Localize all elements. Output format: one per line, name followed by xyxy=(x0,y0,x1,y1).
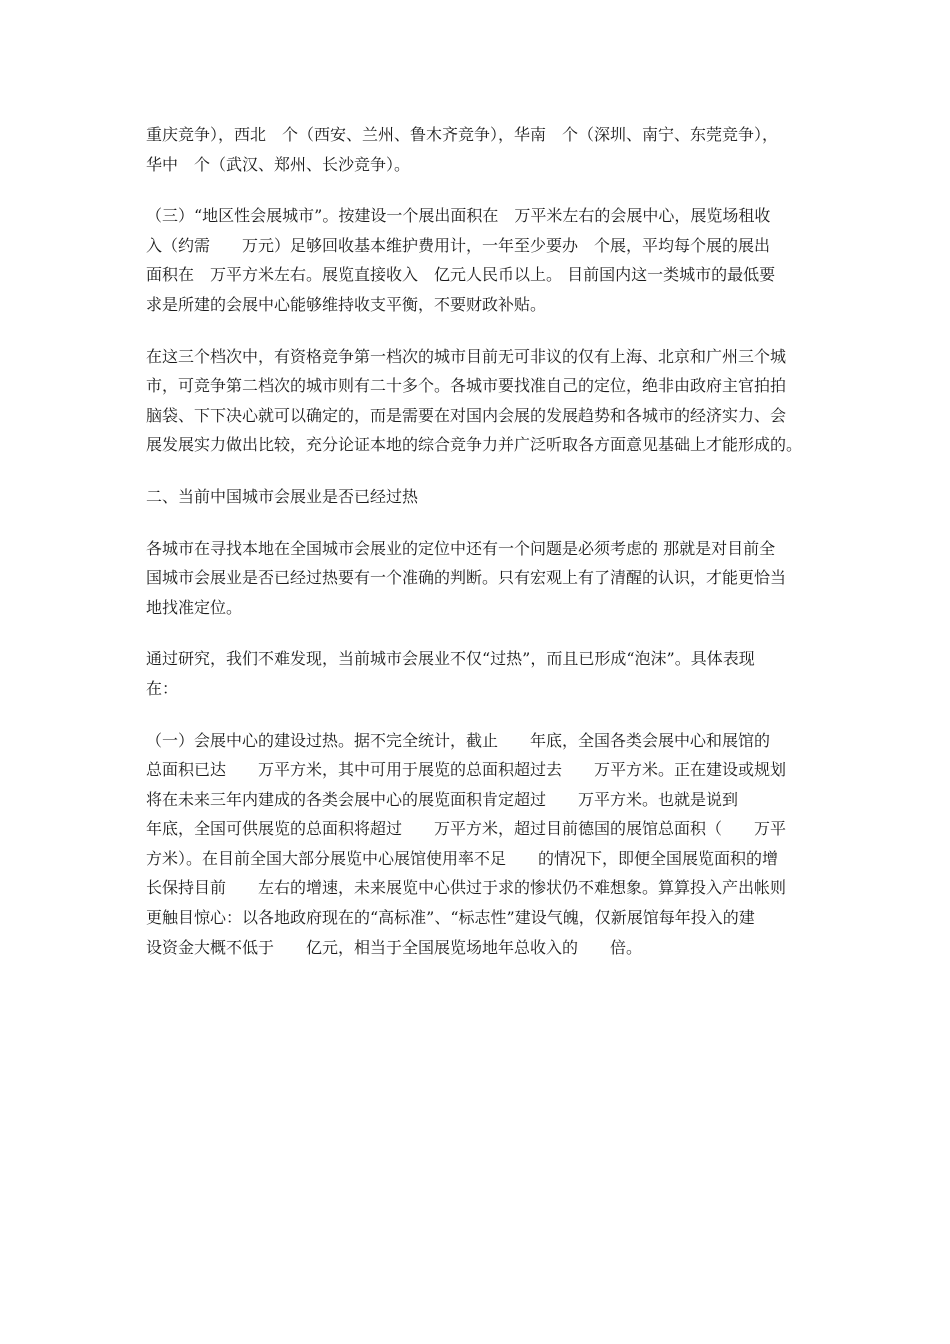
text-line: 面积在 万平方米左右。展览直接收入 亿元人民币以上。 目前国内这一类城市的最低要 xyxy=(146,265,776,285)
paragraph-research-finding xyxy=(146,644,818,703)
text-line: 方米）。在目前全国大部分展览中心展馆使用率不足 的情况下，即便全国展览面积的增 xyxy=(146,848,779,868)
text-line: 年底，全国可供展览的总面积将超过 万平方米，超过目前德国的展馆总面积（ 万平 xyxy=(146,819,787,839)
text-line: （三）“地区性会展城市”。按建设一个展出面积在 万平米左右的会展中心，展览场租收 xyxy=(146,206,771,226)
text-line: 脑袋、下下决心就可以确定的，而是需要在对国内会展的发展趋势和各城市的经济实力、会 xyxy=(146,405,787,425)
text-line: 在： xyxy=(146,678,179,698)
text-line: 展发展实力做出比较，充分论证本地的综合竞争力并广泛听取各方面意见基础上才能形成的。 xyxy=(146,435,803,455)
text-line: （一）会展中心的建设过热。据不完全统计，截止 年底，全国各类会展中心和展馆的 xyxy=(146,730,771,750)
text-line: 华中 个（武汉、郑州、长沙竞争）。 xyxy=(146,154,411,174)
text-line: 在这三个档次中，有资格竞争第一档次的城市目前无可非议的仅有上海、北京和广州三个城 xyxy=(146,346,787,366)
text-line: 地找准定位。 xyxy=(146,597,243,617)
text-line: 总面积已达 万平方米，其中可用于展览的总面积超过去 万平方米。正在建设或规划 xyxy=(146,760,787,780)
text-line: 入（约需 万元）足够回收基本维护费用计，一年至少要办 个展，平均每个展的展出 xyxy=(146,235,771,255)
text-line: 各城市在寻找本地在全国城市会展业的定位中还有一个问题是必须考虑的 那就是对目前全 xyxy=(146,538,776,558)
text-line: 设资金大概不低于 亿元，相当于全国展览场地年总收入的 倍。 xyxy=(146,937,643,957)
section-heading-text: 二、当前中国城市会展业是否已经过热 xyxy=(146,486,419,506)
paragraph-regional-exhibition-city xyxy=(146,201,818,319)
text-line: 国城市会展业是否已经过热要有一个准确的判断。只有宏观上有了清醒的认识，才能更恰当 xyxy=(146,568,787,588)
paragraph-three-tiers-summary xyxy=(146,342,818,460)
text-line: 长保持目前 左右的增速，未来展览中心供过于求的惨状仍不难想象。算算投入产出帐则 xyxy=(146,878,787,898)
text-line: 重庆竞争），西北 个（西安、兰州、鲁木齐竞争），华南 个（深圳、南宁、东莞竞争）， xyxy=(146,125,779,144)
text-line: 通过研究，我们不难发现，当前城市会展业不仅“过热”，而且已形成“泡沫”。具体表现 xyxy=(146,649,755,669)
paragraph-regions-continued xyxy=(146,120,818,179)
text-line: 更触目惊心：以各地政府现在的“高标准”、“标志性”建设气魄，仅新展馆每年投入的建 xyxy=(146,908,755,928)
text-line: 将在未来三年内建成的各类会展中心的展览面积肯定超过 万平方米。也就是说到 xyxy=(146,789,739,809)
document-page xyxy=(146,120,818,984)
section-heading xyxy=(146,482,818,512)
text-line: 市，可竞争第二档次的城市则有二十多个。各城市要找准自己的定位，绝非由政府主官拍拍 xyxy=(146,376,787,396)
paragraph-construction-overheating xyxy=(146,726,818,963)
text-line: 求是所建的会展中心能够维持收支平衡，不要财政补贴。 xyxy=(146,294,547,314)
paragraph-overheating-question xyxy=(146,534,818,623)
